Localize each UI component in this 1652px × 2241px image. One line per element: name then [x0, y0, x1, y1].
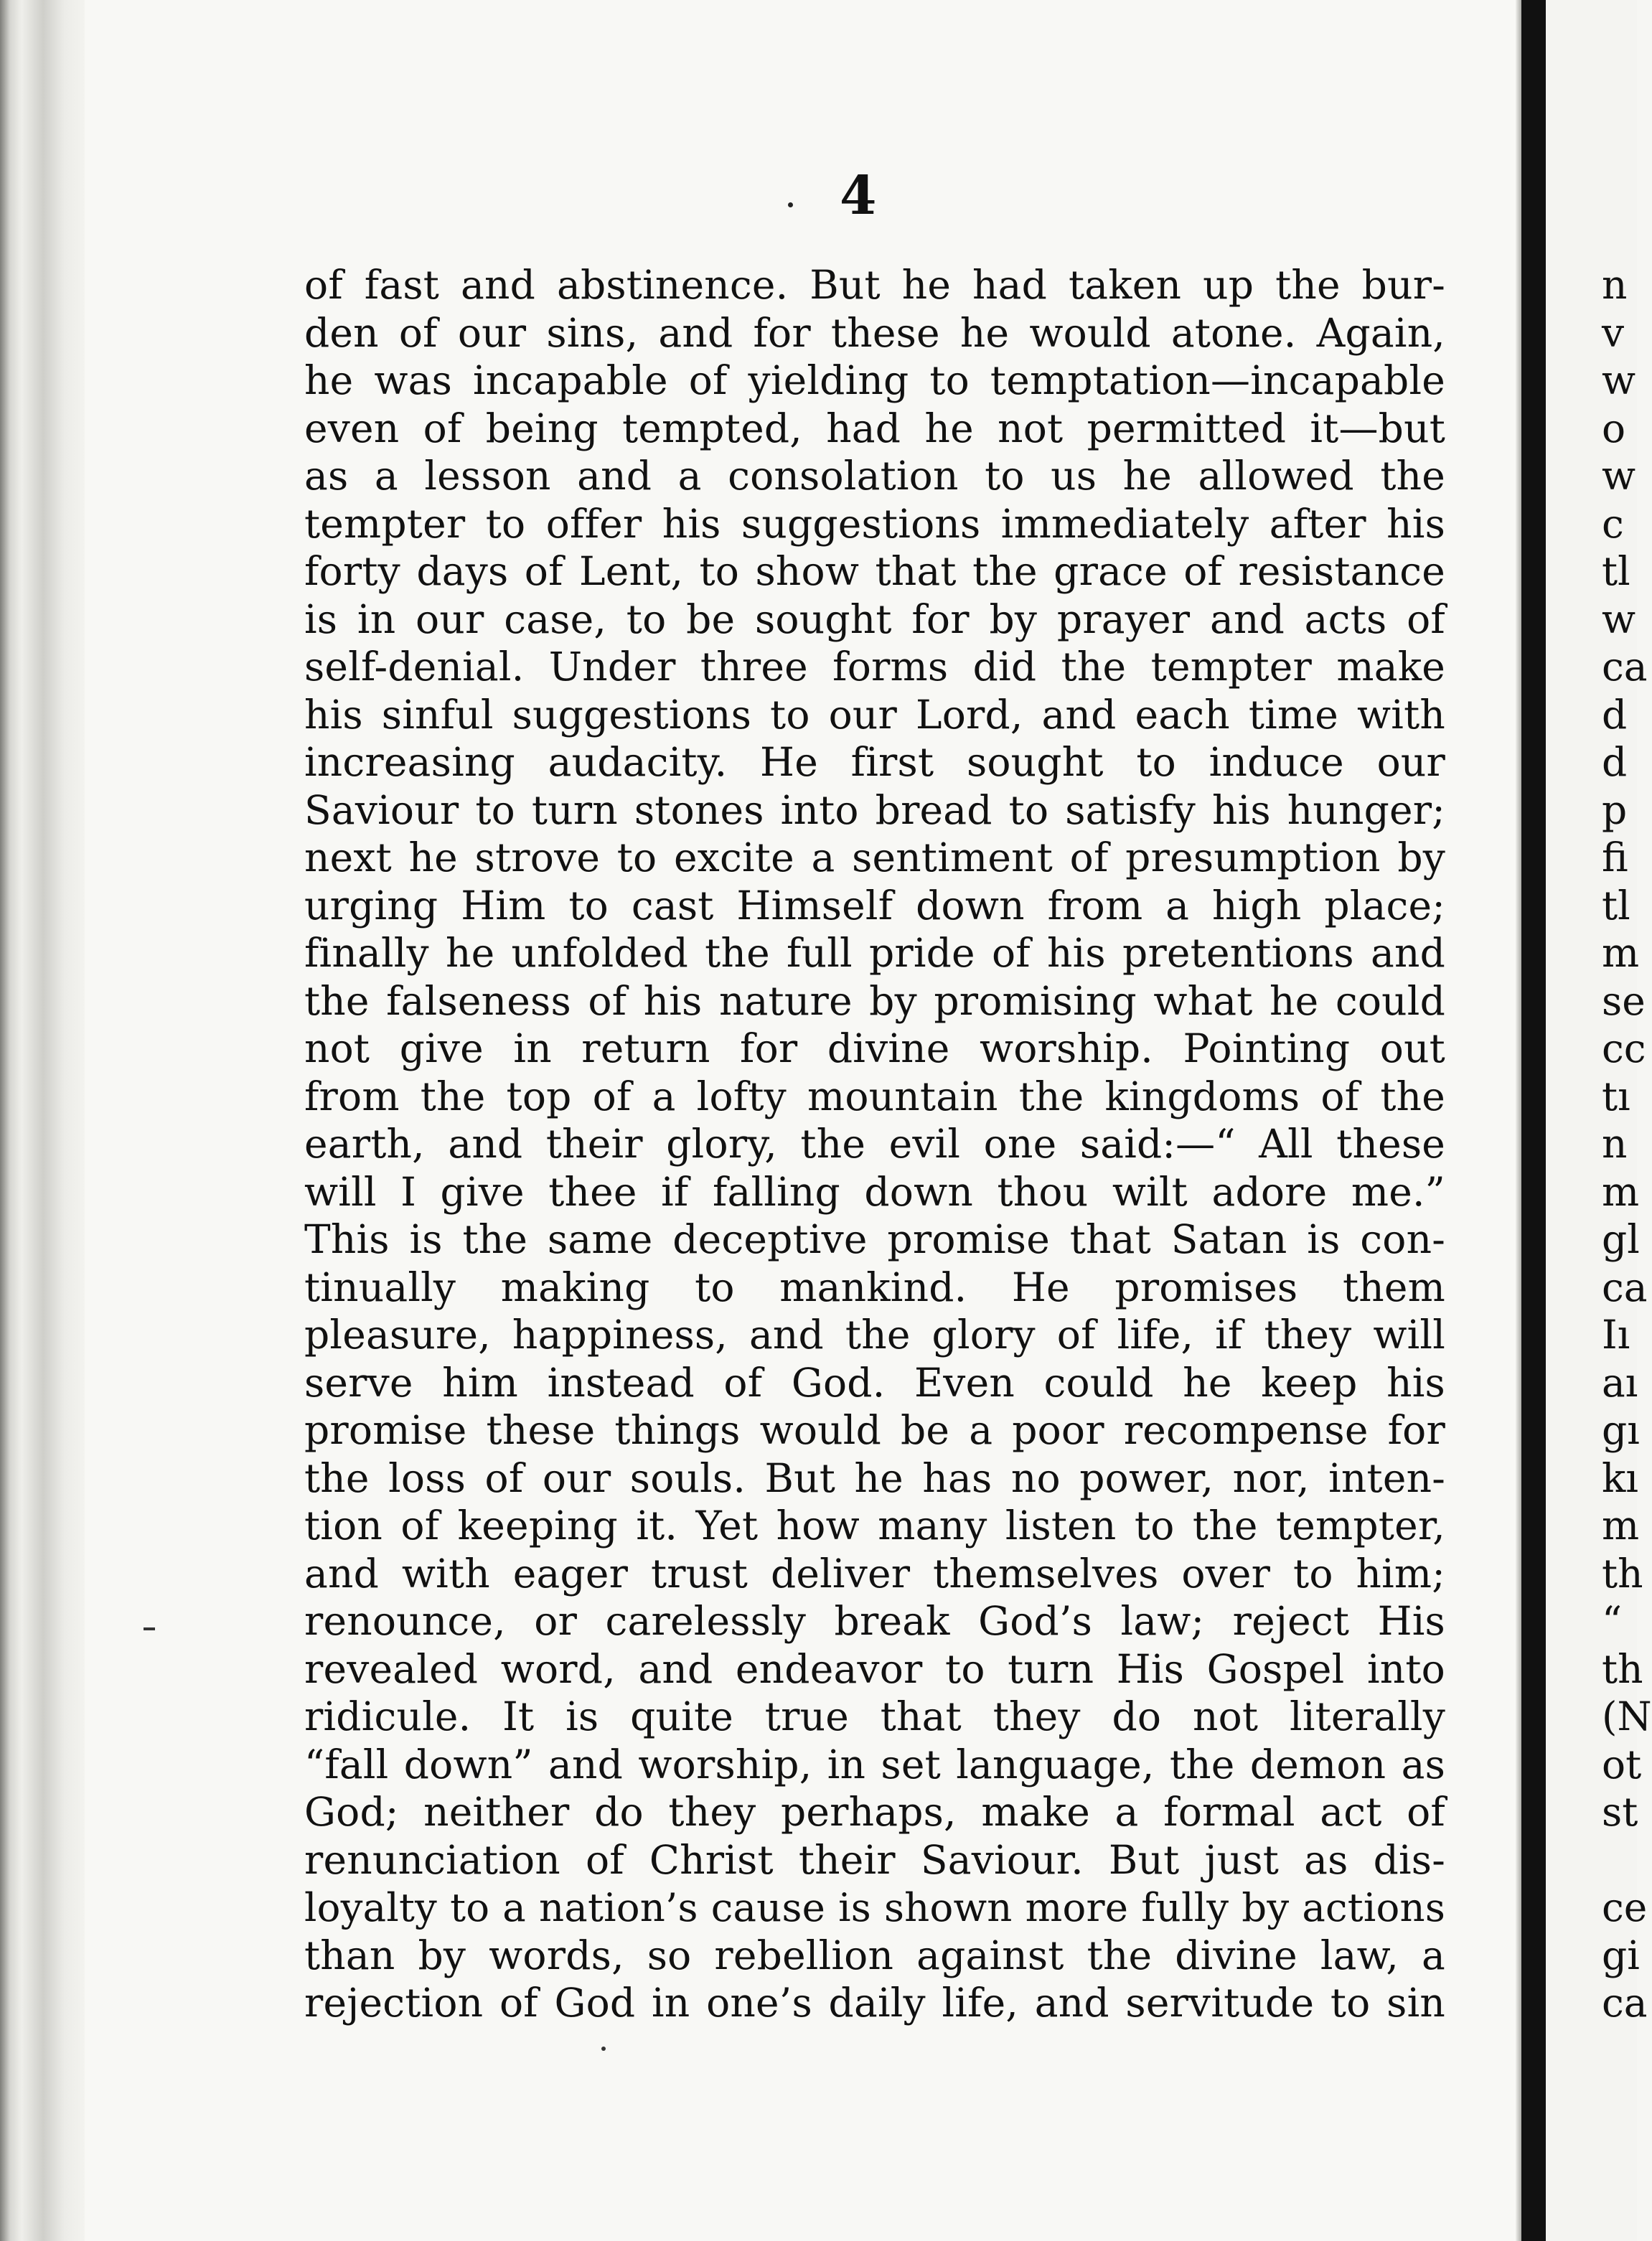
facing-page-fragment: ca	[1602, 1980, 1648, 2026]
facing-page-fragment: ot	[1602, 1741, 1642, 1787]
text-line: increasing audacity. He first sought to induce our	[304, 739, 1445, 785]
body-text	[304, 261, 1445, 2027]
facing-page-fragment: st	[1602, 1789, 1638, 1835]
facing-page-fragment: kı	[1602, 1455, 1638, 1501]
text-line: of fast and abstinence. But he had taken up the bur-	[304, 262, 1445, 308]
text-line: as a lesson and a consolation to us he allowed the	[304, 453, 1445, 499]
facing-page-fragment: se	[1602, 977, 1646, 1024]
facing-page-fragment: cc	[1602, 1025, 1646, 1071]
facing-page-fragment	[1602, 1836, 1637, 1884]
facing-page-fragment: m	[1602, 930, 1640, 976]
facing-page-fragment: “	[1602, 1598, 1623, 1644]
text-line: earth, and their glory, the evil one said:—“ All these	[304, 1121, 1445, 1167]
text-line: finally he unfolded the full pride of his pretentions and	[304, 930, 1445, 976]
facing-page-fragment: c	[1602, 500, 1624, 547]
facing-page-fragment: ce	[1602, 1884, 1648, 1930]
facing-page-fragment: tl	[1602, 882, 1630, 929]
facing-page-fragment: Iı	[1602, 1312, 1630, 1358]
text-line: he was incapable of yielding to temptation—incapable	[304, 357, 1445, 403]
text-line: will I give thee if falling down thou wilt adore me.”	[304, 1168, 1445, 1215]
text-line: serve him instead of God. Even could he keep his	[304, 1359, 1445, 1406]
printer-mark-dot	[788, 202, 793, 207]
text-line: tempter to offer his suggestions immediately after his	[304, 500, 1445, 547]
text-line: forty days of Lent, to show that the grace of resistance	[304, 548, 1445, 594]
facing-page-fragment: w	[1602, 357, 1636, 403]
text-line: than by words, so rebellion against the divine law, a	[304, 1932, 1445, 1978]
facing-page-fragment: n	[1602, 262, 1628, 308]
facing-page-fragment: d	[1602, 739, 1628, 785]
left-page-stack-edge	[0, 0, 85, 2241]
text-line: not give in return for divine worship. Pointing out	[304, 1025, 1445, 1071]
facing-page-fragment: th	[1602, 1645, 1643, 1692]
facing-page-fragment: w	[1602, 453, 1636, 499]
text-line: from the top of a lofty mountain the kingdoms of the	[304, 1073, 1445, 1119]
text-line: “fall down” and worship, in set language, the demon as	[304, 1741, 1445, 1787]
facing-page-fragment: w	[1602, 596, 1636, 642]
facing-page-fragment: gl	[1602, 1216, 1640, 1262]
facing-page-fragment: fi	[1602, 835, 1628, 880]
text-line: promise these things would be a poor recompense for	[304, 1407, 1445, 1453]
text-line: even of being tempted, had he not permitted it—but	[304, 405, 1445, 451]
margin-mark	[144, 1627, 155, 1630]
text-line: den of our sins, and for these he would atone. Again,	[304, 309, 1445, 356]
text-line: renunciation of Christ their Saviour. But just as dis-	[304, 1836, 1445, 1883]
text-line: his sinful suggestions to our Lord, and each time with	[304, 691, 1445, 738]
text-line: the loss of our souls. But he has no power, nor, inten-	[304, 1455, 1445, 1501]
facing-page-fragment: n	[1602, 1121, 1628, 1167]
facing-page-fragment: tl	[1602, 548, 1630, 594]
book-spine	[1521, 0, 1546, 2241]
facing-page-fragment: o	[1602, 405, 1626, 451]
facing-page-fragment: aı	[1602, 1359, 1638, 1406]
page-number: 4	[840, 165, 877, 227]
text-line: Saviour to turn stones into bread to satisfy his hunger;	[304, 786, 1445, 833]
text-line: the falseness of his nature by promising what he could	[304, 977, 1445, 1024]
facing-page-fragment: ca	[1602, 644, 1648, 690]
text-line: and with eager trust deliver themselves over to him;	[304, 1550, 1445, 1597]
text-line: This is the same deceptive promise that Satan is con-	[304, 1216, 1445, 1262]
text-line: rejection of God in one’s daily life, and servitude to sin	[304, 1980, 1445, 2026]
text-line: God; neither do they perhaps, make a formal act of	[304, 1789, 1445, 1835]
text-line: tinually making to mankind. He promises them	[304, 1264, 1445, 1310]
facing-page-fragment: p	[1602, 786, 1628, 833]
facing-page-fragment: gi	[1602, 1932, 1640, 1978]
text-line: self-denial. Under three forms did the tempter make	[304, 644, 1445, 690]
facing-page-fragment: gı	[1602, 1407, 1640, 1453]
facing-page-fragment: th	[1602, 1550, 1643, 1597]
text-line: urging Him to cast Himself down from a high place;	[304, 882, 1445, 929]
text-line: pleasure, happiness, and the glory of life, if they will	[304, 1312, 1445, 1358]
facing-page-fragment: d	[1602, 691, 1628, 738]
text-line: tion of keeping it. Yet how many listen to the tempter,	[304, 1503, 1445, 1549]
text-line: loyalty to a nation’s cause is shown more fully by actions	[304, 1884, 1445, 1930]
printer-mark-dot-bottom	[601, 2047, 606, 2051]
facing-page-fragment: m	[1602, 1168, 1640, 1215]
facing-page-text-fragments	[1602, 261, 1652, 2027]
facing-page-fragment: ca	[1602, 1264, 1648, 1310]
facing-page-fragment: v	[1602, 309, 1625, 356]
text-line: is in our case, to be sought for by prayer and acts of	[304, 596, 1445, 642]
text-line: ridicule. It is quite true that they do not literally	[304, 1693, 1445, 1739]
text-line: revealed word, and endeavor to turn His Gospel into	[304, 1645, 1445, 1692]
facing-page-fragment: (N	[1602, 1693, 1652, 1739]
facing-page-fragment: tı	[1602, 1073, 1630, 1119]
text-line: next he strove to excite a sentiment of presumption by	[304, 835, 1445, 880]
text-line: renounce, or carelessly break God’s law; reject His	[304, 1598, 1445, 1644]
facing-page-fragment: m	[1602, 1503, 1640, 1549]
